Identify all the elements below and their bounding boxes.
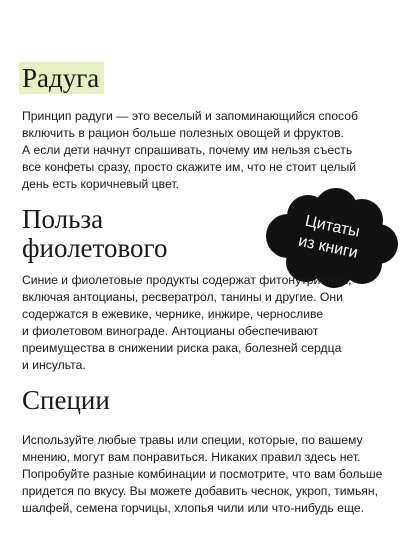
body-line: мнению, могут вам понравиться. Никаких правил здесь нет. bbox=[22, 450, 361, 464]
body-line: содержатся в ежевике, чернике, инжире, черносливе bbox=[22, 307, 324, 321]
body-line: А если дети начнут спрашивать, почему им нельзя съесть bbox=[22, 143, 353, 157]
body-line: придется по вкусу. Вы можете добавить чеснок, укроп, тимьян, bbox=[22, 484, 379, 498]
section-title-polza bbox=[22, 205, 167, 263]
badge-line: Цитаты bbox=[303, 212, 362, 241]
body-line: день есть коричневый цвет. bbox=[22, 177, 179, 191]
section-title-line: фиолетового bbox=[22, 233, 168, 263]
body-line: включая антоцианы, ресвератрол, танины и другие. Они bbox=[22, 290, 343, 304]
section-body-specii bbox=[22, 432, 382, 517]
body-line: Попробуйте разные комбинации и посмотрите, что вам больше bbox=[22, 467, 383, 481]
body-line: шалфей, семена горчицы, хлопья чили или что-нибудь еще. bbox=[22, 501, 364, 515]
body-line: Синие и фиолетовые продукты содержат фитонутриенты, bbox=[22, 273, 352, 287]
body-line: преимущества в снижении риска рака, болезней сердца bbox=[22, 341, 342, 355]
body-line: и фиолетовом винограде. Антоцианы обеспечивают bbox=[22, 324, 319, 338]
section-title-specii: Специи bbox=[22, 385, 110, 415]
section-title-raduga: Радуга bbox=[19, 62, 104, 94]
body-line: включить в рацион больше полезных овощей и фруктов. bbox=[22, 126, 344, 140]
body-line: все конфеты сразу, просто скажите им, что не стоит целый bbox=[22, 160, 357, 174]
badge-line: из книги bbox=[296, 232, 360, 262]
body-line: Используйте любые травы или специи, которые, по вашему bbox=[22, 433, 363, 447]
body-line: Принцип радуги — это веселый и запоминающийся способ bbox=[22, 109, 358, 123]
section-body-raduga bbox=[22, 108, 358, 193]
section-title-line: Польза bbox=[22, 204, 104, 234]
section-body-polza bbox=[22, 272, 352, 374]
body-line: и инсульта. bbox=[22, 358, 86, 372]
